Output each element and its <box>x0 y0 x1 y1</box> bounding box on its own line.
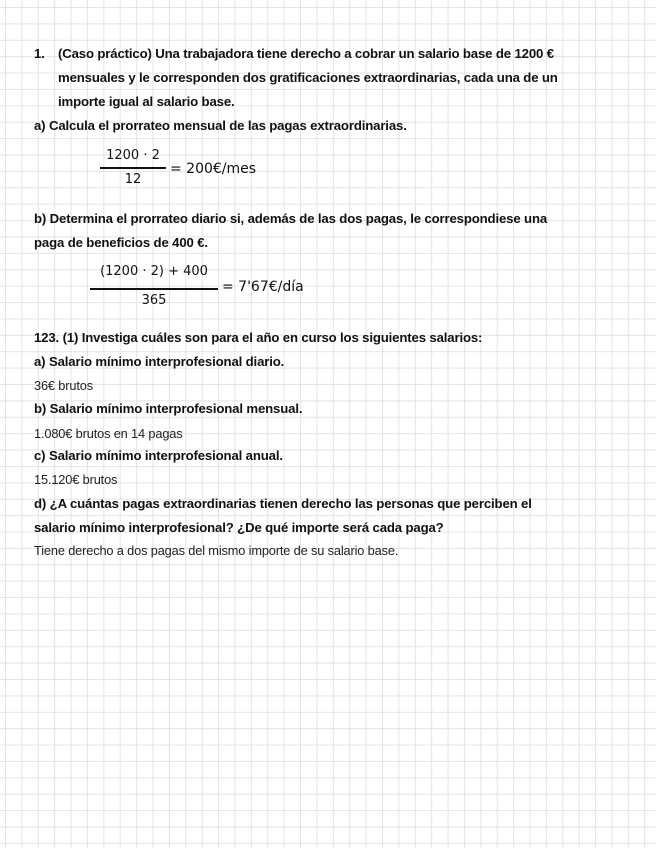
problem-123-question-c: c) Salario mínimo interprofesional anual. <box>34 448 283 463</box>
problem-123-answer-d: Tiene derecho a dos pagas del mismo importe de su salario base. <box>34 543 399 558</box>
fraction-b-bar <box>90 288 218 290</box>
problem-123-question-a: a) Salario mínimo interprofesional diario. <box>34 354 285 369</box>
fraction-a-numerator: 1200 · 2 <box>106 148 160 163</box>
problem-123-heading: 123. (1) Investiga cuáles son para el año en curso los siguientes salarios: <box>34 330 483 345</box>
fraction-a-bar <box>100 167 166 169</box>
problem-123-answer-c: 15.120€ brutos <box>34 472 118 487</box>
problem-123-answer-a: 36€ brutos <box>34 378 93 393</box>
problem-1-question-b-line-2: paga de beneficios de 400 €. <box>34 235 208 250</box>
handwritten-fraction-a <box>100 148 166 190</box>
problem-1-question-b-line-1: b) Determina el prorrateo diario si, además de las dos pagas, le correspondiese una <box>34 211 548 226</box>
fraction-b-numerator: (1200 · 2) + 400 <box>100 264 208 279</box>
problem-123-question-d-line-2: salario mínimo interprofesional? ¿De qué importe será cada paga? <box>34 520 444 535</box>
problem-123-question-b: b) Salario mínimo interprofesional mensual. <box>34 401 303 416</box>
handwritten-fraction-b <box>90 264 218 310</box>
problem-1-statement-line-1: (Caso práctico) Una trabajadora tiene derecho a cobrar un salario base de 1200 € <box>58 46 554 61</box>
handwritten-result-a: = 200€/mes <box>170 161 257 177</box>
problem-1-question-a: a) Calcula el prorrateo mensual de las pagas extraordinarias. <box>34 118 407 133</box>
problem-123-question-d-line-1: d) ¿A cuántas pagas extraordinarias tienen derecho las personas que perciben el <box>34 496 532 511</box>
problem-123-answer-b: 1.080€ brutos en 14 pagas <box>34 426 183 441</box>
handwritten-result-b: = 7'67€/día <box>222 279 304 295</box>
problem-1-number: 1. <box>34 46 45 61</box>
fraction-b-denominator: 365 <box>141 293 167 308</box>
fraction-a-denominator: 12 <box>124 172 142 187</box>
problem-1-statement-line-3: importe igual al salario base. <box>58 94 235 109</box>
problem-1-statement-line-2: mensuales y le corresponden dos gratificaciones extraordinarias, cada una de un <box>58 70 558 85</box>
